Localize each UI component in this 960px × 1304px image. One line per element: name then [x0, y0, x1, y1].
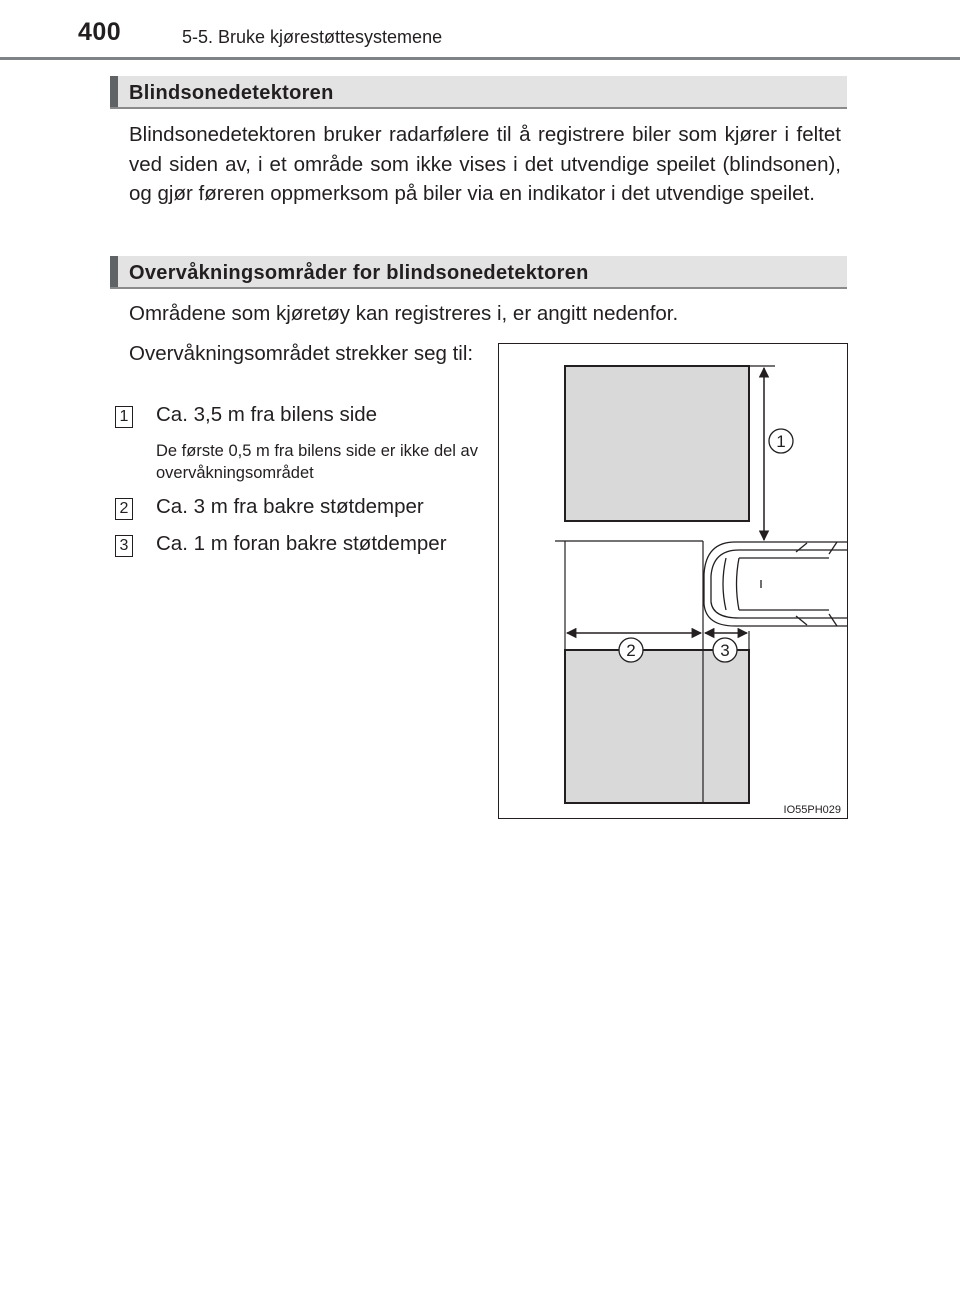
- item-text: Ca. 1 m foran bakre støtdemper: [156, 532, 447, 555]
- item-marker: 3: [115, 535, 133, 557]
- header-divider: [0, 57, 960, 60]
- car-icon: [704, 542, 848, 626]
- section-title: Blindsonedetektoren: [129, 82, 334, 104]
- side-detection-zone: [565, 366, 749, 521]
- item-marker: 1: [115, 406, 133, 428]
- callout-1: [769, 429, 793, 453]
- figure-code: IO55PH029: [783, 804, 841, 816]
- heading-bar: [110, 76, 118, 107]
- page-number: 400: [78, 18, 122, 46]
- callout-2: [619, 638, 643, 662]
- item-marker: 2: [115, 498, 133, 520]
- section-title: Overvåkningsområder for blindsonedetektoren: [129, 262, 589, 284]
- item-note: De første 0,5 m fra bilens side er ikke del av overvåkningsområdet: [156, 442, 478, 482]
- section-intro: Områdene som kjøretøy kan registreres i, er angitt nedenfor.: [129, 302, 679, 325]
- item-text: Ca. 3 m fra bakre støtdemper: [156, 495, 424, 518]
- lead-text: Overvåkningsområdet strekker seg til:: [129, 342, 474, 365]
- callout-3: [713, 638, 737, 662]
- svg-text:1: 1: [776, 432, 786, 451]
- svg-text:3: 3: [720, 641, 730, 660]
- section-heading-blind-spot: [110, 76, 847, 109]
- detection-area-figure: [498, 343, 848, 819]
- section-heading-monitoring: [110, 256, 847, 289]
- svg-text:2: 2: [626, 641, 636, 660]
- chapter-title: 5-5. Bruke kjørestøttesystemene: [182, 27, 443, 47]
- heading-bar: [110, 256, 118, 287]
- section-body: Blindsonedetektoren bruker radarfølere til å registrere biler som kjører i feltet ved siden av, i et område som ikke vises i det utvendige speilet (blindsonen), og gjør føreren oppmerksom på biler via en indikator i det utvendige speilet.: [129, 123, 841, 205]
- rear-detection-zone: [565, 650, 749, 803]
- detection-area-diagram: [499, 344, 848, 819]
- item-text: Ca. 3,5 m fra bilens side: [156, 403, 378, 426]
